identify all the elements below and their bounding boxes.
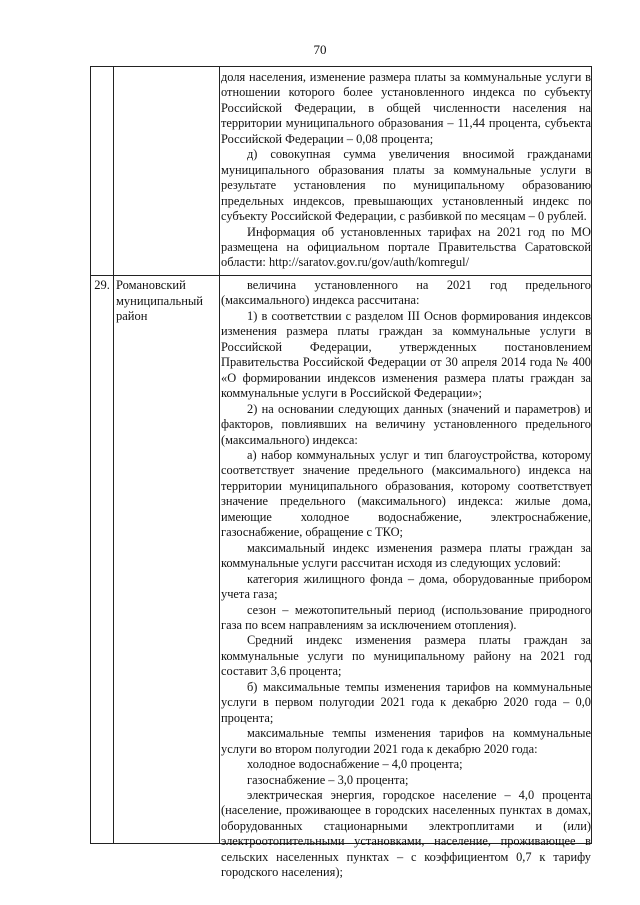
paragraph: 2) на основании следующих данных (значений и параметров) и факторов, повлиявших на величину установленного предельного (максимального) индекса:	[221, 401, 591, 447]
paragraph: максимальный индекс изменения размера платы граждан за коммунальные услуги рассчитан исходя из следующих условий:	[221, 540, 591, 571]
column-divider-district	[219, 67, 220, 843]
paragraph: холодное водоснабжение – 4,0 процента;	[247, 757, 463, 772]
row-divider	[91, 275, 591, 276]
paragraph: категория жилищного фонда – дома, оборудованные прибором учета газа;	[221, 571, 591, 602]
paragraph: 1) в соответствии с разделом III Основ формирования индексов изменения размера платы граждан за коммунальные услуги в Российской Федерации, утвержденных постановлением Правительства Российской Федерации от 30 апреля 2014 года № 400 «О формировании индексов изменения размера платы граждан за коммунальные услуги в Российской Федерации»;	[221, 308, 591, 401]
paragraph: Информация об установленных тарифах на 2021 год по МО размещена на официальном портале Правительства Саратовской области: http://saratov.gov.ru/gov/auth/komregul/	[221, 224, 591, 270]
paragraph: сезон – межотопительный период (использование природного газа по всем направлениям за исключением отопления).	[221, 602, 591, 632]
district-name: Романовский муниципальный район	[116, 278, 203, 323]
page-number: 70	[313, 42, 327, 57]
paragraph: величина установленного на 2021 год предельного (максимального) индекса рассчитана:	[221, 278, 591, 308]
paragraph: доля населения, изменение размера платы за коммунальные услуги в отношении которого более установленного индекса по субъекту Российской Федерации, в общей численности населения на территории муниципального образования – 11,44 процента, субъекта Российской Федерации – 0,08 процента;	[221, 70, 591, 146]
column-divider-number	[113, 67, 114, 843]
paragraph: Средний индекс изменения размера платы граждан за коммунальные услуги по муниципальному району на 2021 год составит 3,6 процента;	[221, 633, 591, 679]
row-29-content	[221, 278, 591, 881]
document-table	[90, 66, 592, 880]
paragraph: газоснабжение – 3,0 процента;	[247, 772, 409, 787]
paragraph: электрическая энергия, городское население – 4,0 процента (население, проживающее в городских населенных пунктах в домах, оборудованных стационарными электроплитами и (или) электроотопительными установками, население, проживающее в сельских населенных пунктах – с коэффициентом 0,7 к тарифу городского населения);	[221, 787, 591, 880]
paragraph: д) совокупная сумма увеличения вносимой гражданами муниципального образования платы за коммунальные услуги в результате установления по муниципальному образованию предельных индексов, превышающих установленный индекс по субъекту Российской Федерации, с разбивкой по месяцам – 0 рублей.	[221, 147, 591, 224]
paragraph: б) максимальные темпы изменения тарифов на коммунальные услуги в первом полугодии 2021 года к декабрю 2020 года – 0,0 процента;	[221, 679, 591, 725]
continued-row-content	[221, 70, 591, 271]
row-number: 29.	[94, 278, 110, 292]
paragraph: максимальные темпы изменения тарифов на коммунальные услуги во втором полугодии 2021 года к декабрю 2020 года:	[221, 726, 591, 756]
paragraph: а) набор коммунальных услуг и тип благоустройства, которому соответствует значение предельного (максимального) индекса на территории муниципального образования, которому соответствует значение предельного (максимального) индекса: жилые дома, имеющие холодное водоснабжение, электроснабжение, газоснабжение, обращение с ТКО;	[221, 447, 591, 540]
